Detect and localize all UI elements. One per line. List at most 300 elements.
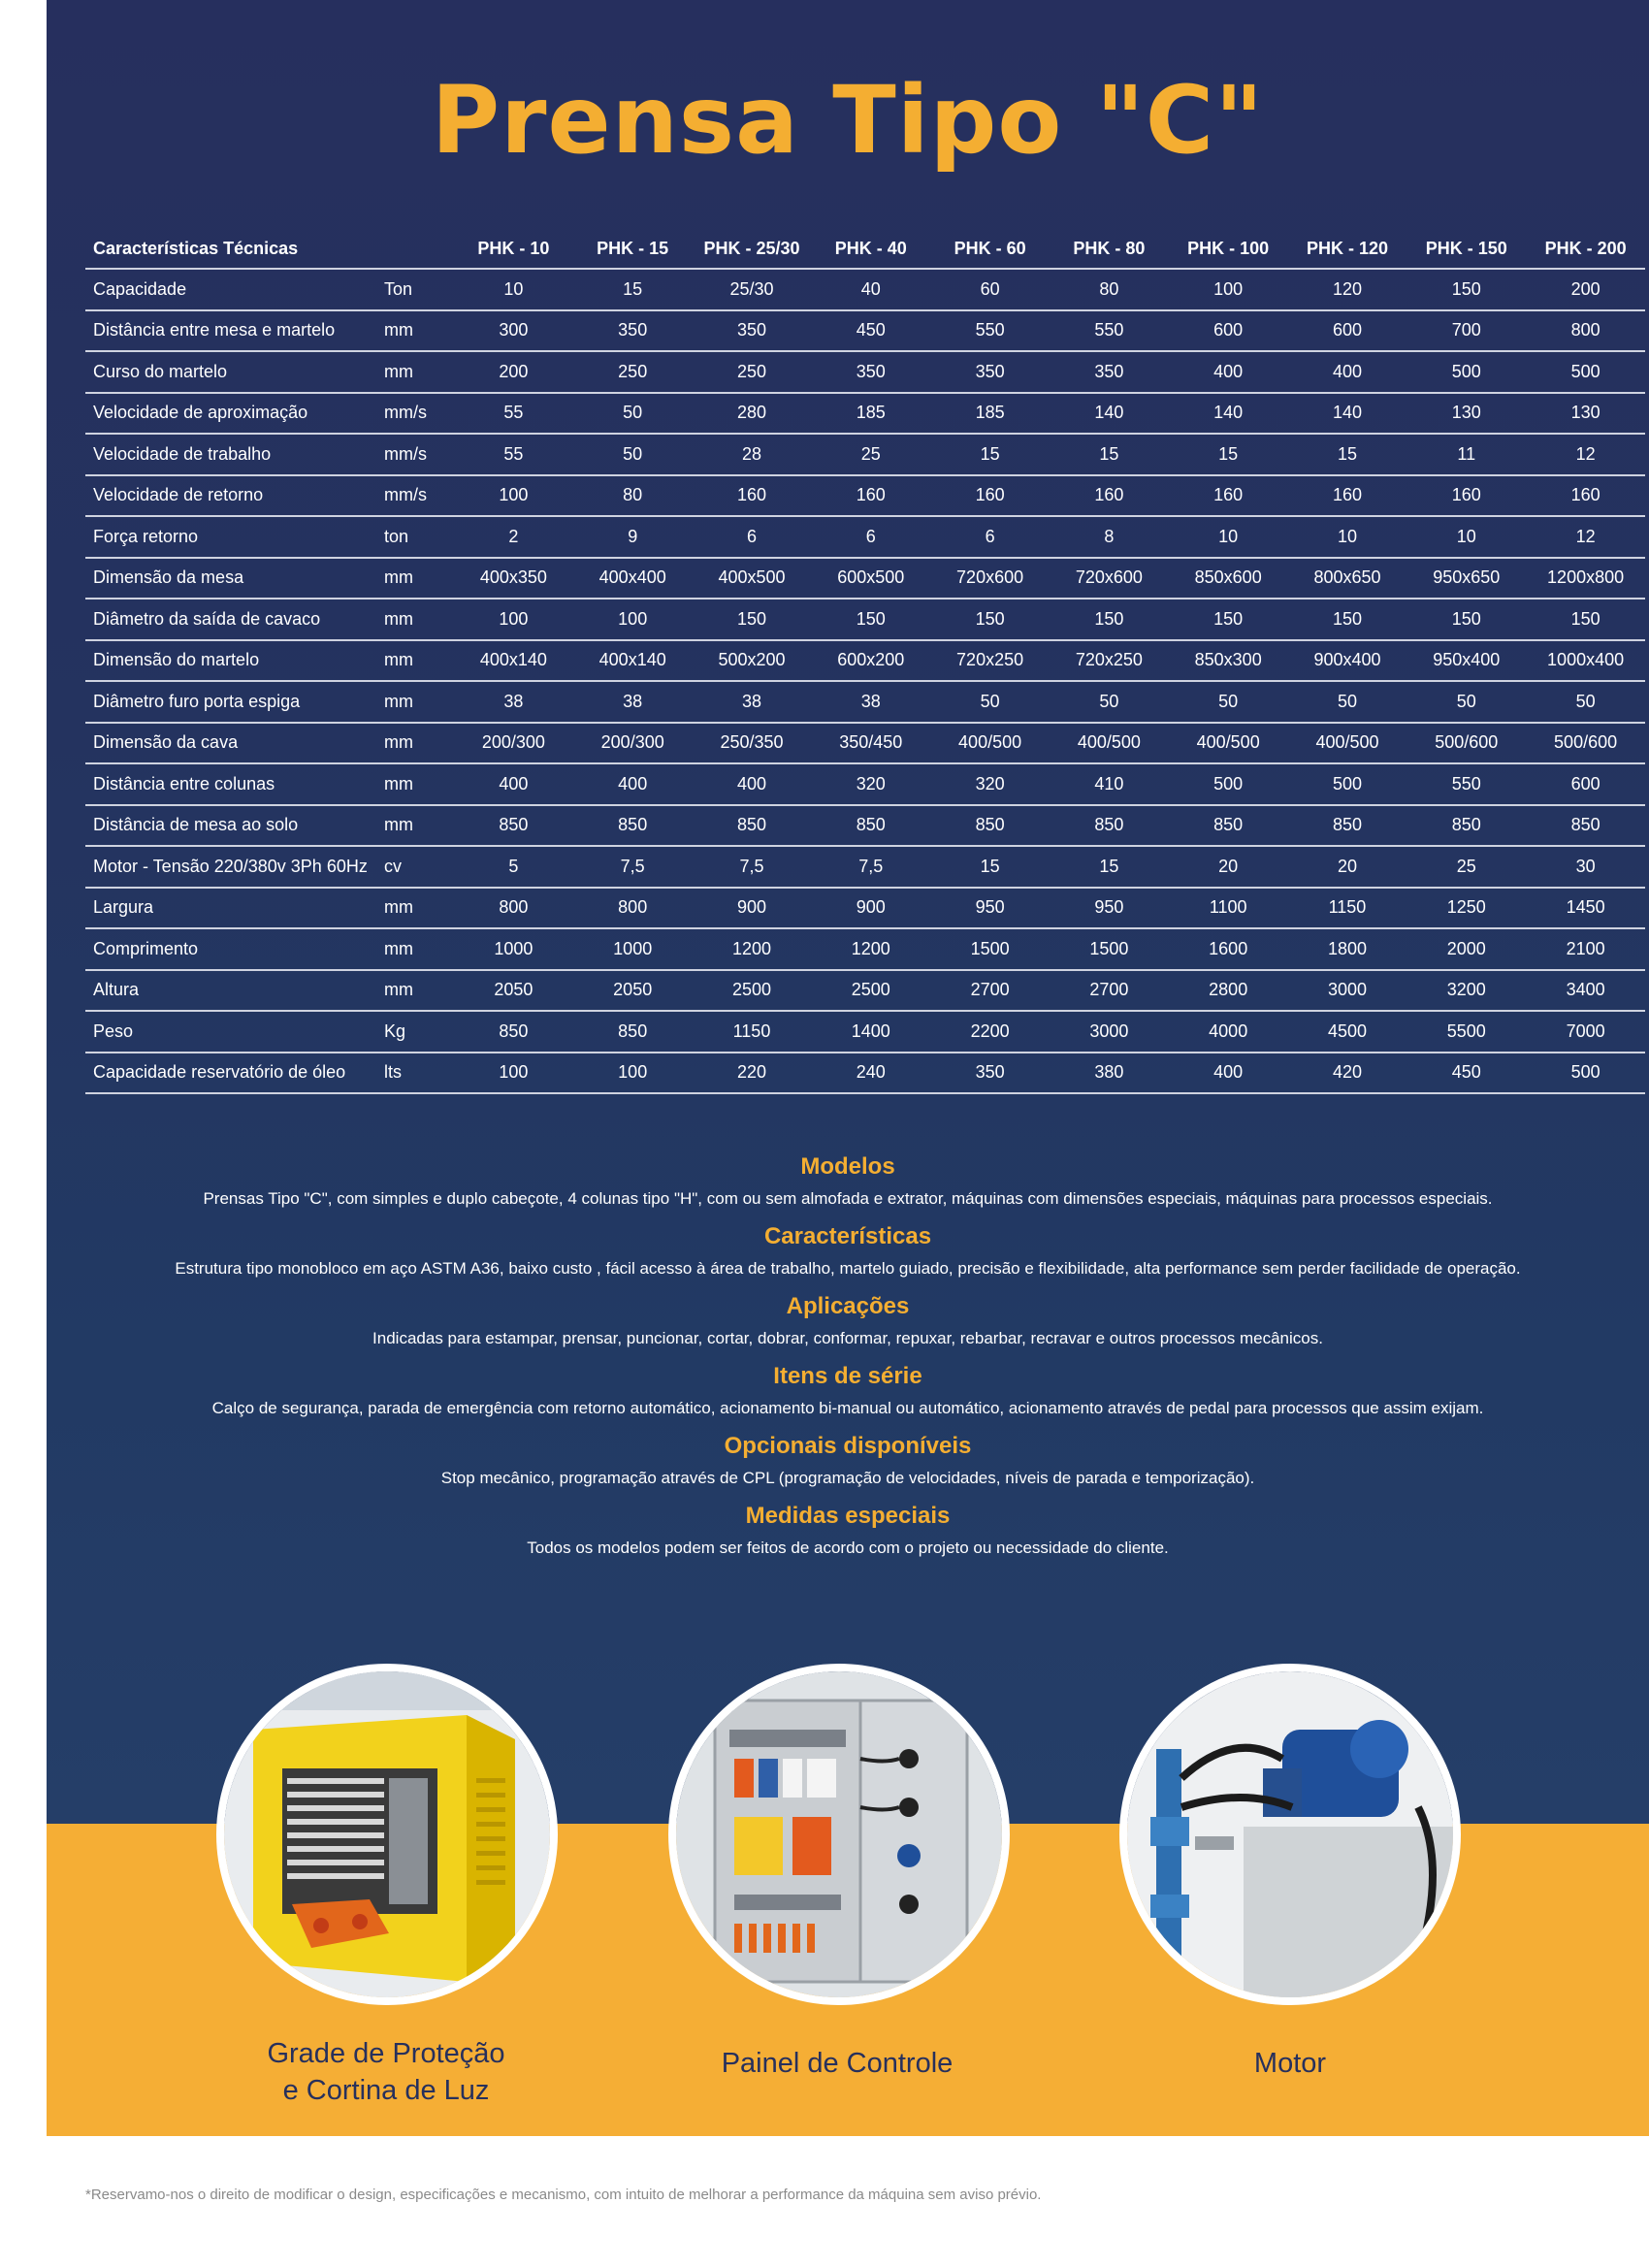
row-unit: mm — [378, 970, 454, 1012]
table-cell: 38 — [693, 681, 812, 723]
table-cell: 900 — [693, 888, 812, 929]
table-cell: 120 — [1288, 269, 1407, 310]
table-cell: 10 — [1169, 516, 1288, 558]
table-cell: 1800 — [1288, 928, 1407, 970]
table-row — [85, 1053, 1645, 1094]
table-cell: 1000 — [454, 928, 573, 970]
row-label: Distância entre colunas — [85, 763, 378, 805]
table-cell: 28 — [693, 434, 812, 475]
row-unit: mm — [378, 558, 454, 599]
table-cell: 450 — [1406, 1053, 1526, 1094]
table-cell: 550 — [1050, 310, 1169, 352]
table-cell: 100 — [573, 1053, 693, 1094]
model-header: PHK - 80 — [1050, 229, 1169, 269]
model-header: PHK - 25/30 — [693, 229, 812, 269]
section-text: Stop mecânico, programação através de CPL (programação de velocidades, níveis de parada e temporização). — [440, 1469, 1255, 1487]
table-cell: 150 — [1169, 599, 1288, 640]
table-cell: 850 — [573, 1011, 693, 1053]
table-row — [85, 558, 1645, 599]
row-label: Velocidade de aproximação — [85, 393, 378, 435]
table-cell: 185 — [930, 393, 1050, 435]
table-cell: 2500 — [693, 970, 812, 1012]
table-cell: 420 — [1288, 1053, 1407, 1094]
table-cell: 185 — [811, 393, 930, 435]
specs-header-label: Características Técnicas — [85, 229, 378, 269]
specs-header-row — [85, 229, 1645, 269]
table-cell: 280 — [693, 393, 812, 435]
footnote: *Reservamo-nos o direito de modificar o design, especificações e mecanismo, com intuito de melhorar a performance da máquina sem aviso prévio. — [85, 2187, 1042, 2203]
table-cell: 11 — [1406, 434, 1526, 475]
table-cell: 80 — [1050, 269, 1169, 310]
table-cell: 400/500 — [1050, 723, 1169, 764]
model-header: PHK - 15 — [573, 229, 693, 269]
table-cell: 2050 — [454, 970, 573, 1012]
photo-control-panel — [668, 1664, 1010, 2005]
table-cell: 850 — [454, 1011, 573, 1053]
row-unit: cv — [378, 846, 454, 888]
table-cell: 720x250 — [930, 640, 1050, 682]
table-cell: 160 — [1050, 475, 1169, 517]
table-cell: 160 — [1288, 475, 1407, 517]
table-cell: 25 — [811, 434, 930, 475]
table-cell: 160 — [1169, 475, 1288, 517]
table-cell: 15 — [1050, 846, 1169, 888]
table-cell: 850x600 — [1169, 558, 1288, 599]
table-cell: 450 — [811, 310, 930, 352]
table-cell: 20 — [1288, 846, 1407, 888]
table-cell: 7,5 — [693, 846, 812, 888]
row-label: Velocidade de trabalho — [85, 434, 378, 475]
table-cell: 140 — [1169, 393, 1288, 435]
table-row — [85, 970, 1645, 1012]
table-cell: 4000 — [1169, 1011, 1288, 1053]
row-unit: Kg — [378, 1011, 454, 1053]
table-cell: 2200 — [930, 1011, 1050, 1053]
table-cell: 3200 — [1406, 970, 1526, 1012]
table-row — [85, 434, 1645, 475]
table-cell: 600x500 — [811, 558, 930, 599]
motor-illustration — [1127, 1671, 1453, 1997]
caption-panel — [672, 2045, 1002, 2082]
table-cell: 150 — [930, 599, 1050, 640]
table-cell: 850 — [811, 805, 930, 847]
table-cell: 25 — [1406, 846, 1526, 888]
row-label: Diâmetro furo porta espiga — [85, 681, 378, 723]
table-cell: 150 — [693, 599, 812, 640]
table-cell: 50 — [1288, 681, 1407, 723]
table-cell: 1450 — [1526, 888, 1645, 929]
table-cell: 2000 — [1406, 928, 1526, 970]
section-heading: Opcionais disponíveis — [724, 1433, 972, 1459]
row-unit: mm — [378, 723, 454, 764]
control-panel-illustration — [676, 1671, 1002, 1997]
table-cell: 600x200 — [811, 640, 930, 682]
row-label: Motor - Tensão 220/380v 3Ph 60Hz — [85, 846, 378, 888]
caption-panel-line1: Painel de Controle — [721, 2048, 954, 2079]
table-cell: 850 — [573, 805, 693, 847]
row-unit: mm — [378, 640, 454, 682]
row-unit: mm — [378, 805, 454, 847]
table-cell: 800 — [573, 888, 693, 929]
table-cell: 30 — [1526, 846, 1645, 888]
table-cell: 400 — [1288, 351, 1407, 393]
table-cell: 350 — [693, 310, 812, 352]
table-cell: 350 — [1050, 351, 1169, 393]
table-cell: 2500 — [811, 970, 930, 1012]
table-cell: 1500 — [1050, 928, 1169, 970]
table-cell: 1150 — [1288, 888, 1407, 929]
table-cell: 720x600 — [930, 558, 1050, 599]
table-cell: 160 — [930, 475, 1050, 517]
table-row — [85, 681, 1645, 723]
table-cell: 1150 — [693, 1011, 812, 1053]
row-label: Dimensão da mesa — [85, 558, 378, 599]
table-cell: 150 — [1050, 599, 1169, 640]
table-cell: 15 — [930, 434, 1050, 475]
row-label: Força retorno — [85, 516, 378, 558]
table-cell: 140 — [1050, 393, 1169, 435]
table-cell: 800 — [454, 888, 573, 929]
row-label: Diâmetro da saída de cavaco — [85, 599, 378, 640]
section-text: Estrutura tipo monobloco em aço ASTM A36, baixo custo , fácil acesso à área de trabalho, martelo guiado, precisão e flexibilidade, alta performance sem perder facilidade de operação. — [175, 1259, 1521, 1278]
table-cell: 850 — [454, 805, 573, 847]
table-cell: 350 — [573, 310, 693, 352]
row-unit: mm — [378, 351, 454, 393]
table-cell: 950 — [1050, 888, 1169, 929]
table-cell: 350 — [930, 351, 1050, 393]
table-cell: 12 — [1526, 434, 1645, 475]
section-text: Prensas Tipo "C", com simples e duplo cabeçote, 4 colunas tipo "H", com ou sem almofada e extrator, máquinas com dimensões especiais, máquinas para processos especiais. — [203, 1189, 1493, 1208]
table-cell: 1600 — [1169, 928, 1288, 970]
table-cell: 38 — [811, 681, 930, 723]
table-cell: 55 — [454, 434, 573, 475]
table-cell: 200/300 — [454, 723, 573, 764]
table-cell: 720x600 — [1050, 558, 1169, 599]
table-cell: 20 — [1169, 846, 1288, 888]
model-header: PHK - 150 — [1406, 229, 1526, 269]
table-cell: 1000x400 — [1526, 640, 1645, 682]
table-cell: 320 — [930, 763, 1050, 805]
table-cell: 130 — [1526, 393, 1645, 435]
section-text: Todos os modelos podem ser feitos de acordo com o projeto ou necessidade do cliente. — [527, 1539, 1169, 1557]
table-cell: 1500 — [930, 928, 1050, 970]
table-cell: 150 — [1288, 599, 1407, 640]
table-cell: 410 — [1050, 763, 1169, 805]
table-cell: 50 — [1050, 681, 1169, 723]
table-cell: 200 — [1526, 269, 1645, 310]
row-label: Distância de mesa ao solo — [85, 805, 378, 847]
table-row — [85, 723, 1645, 764]
table-cell: 150 — [1406, 269, 1526, 310]
table-cell: 500/600 — [1526, 723, 1645, 764]
table-row — [85, 846, 1645, 888]
caption-guard-line2: e Cortina de Luz — [282, 2075, 490, 2106]
table-cell: 1400 — [811, 1011, 930, 1053]
table-cell: 100 — [573, 599, 693, 640]
table-cell: 850 — [1050, 805, 1169, 847]
row-label: Dimensão do martelo — [85, 640, 378, 682]
table-cell: 2100 — [1526, 928, 1645, 970]
table-cell: 3400 — [1526, 970, 1645, 1012]
section-heading: Aplicações — [786, 1293, 910, 1319]
row-unit: mm — [378, 599, 454, 640]
specs-body — [85, 269, 1645, 1093]
table-cell: 160 — [1406, 475, 1526, 517]
table-cell: 350 — [811, 351, 930, 393]
model-header: PHK - 200 — [1526, 229, 1645, 269]
row-unit: mm/s — [378, 475, 454, 517]
specs-header-unit — [378, 229, 454, 269]
table-cell: 150 — [1526, 599, 1645, 640]
table-cell: 50 — [573, 393, 693, 435]
table-cell: 850 — [1288, 805, 1407, 847]
table-cell: 900x400 — [1288, 640, 1407, 682]
table-cell: 1200x800 — [1526, 558, 1645, 599]
table-cell: 600 — [1526, 763, 1645, 805]
row-unit: mm/s — [378, 393, 454, 435]
table-cell: 550 — [930, 310, 1050, 352]
table-cell: 400 — [573, 763, 693, 805]
table-row — [85, 393, 1645, 435]
row-unit: mm — [378, 310, 454, 352]
row-label: Capacidade reservatório de óleo — [85, 1053, 378, 1094]
row-unit: mm/s — [378, 434, 454, 475]
photo-motor — [1119, 1664, 1461, 2005]
table-cell: 40 — [811, 269, 930, 310]
table-cell: 250/350 — [693, 723, 812, 764]
caption-guard-line1: Grade de Proteção — [267, 2038, 505, 2069]
table-cell: 150 — [811, 599, 930, 640]
caption-motor-line1: Motor — [1253, 2048, 1327, 2079]
table-cell: 2700 — [1050, 970, 1169, 1012]
table-cell: 500x200 — [693, 640, 812, 682]
section-heading: Modelos — [800, 1153, 895, 1180]
table-cell: 400x350 — [454, 558, 573, 599]
table-cell: 400 — [1169, 1053, 1288, 1094]
table-cell: 400 — [693, 763, 812, 805]
table-cell: 100 — [454, 1053, 573, 1094]
table-cell: 400/500 — [1169, 723, 1288, 764]
photo-guard-light-curtain — [216, 1664, 558, 2005]
table-cell: 6 — [930, 516, 1050, 558]
table-cell: 7,5 — [573, 846, 693, 888]
table-cell: 50 — [930, 681, 1050, 723]
table-cell: 500 — [1526, 351, 1645, 393]
table-cell: 50 — [1526, 681, 1645, 723]
table-cell: 850 — [930, 805, 1050, 847]
table-cell: 700 — [1406, 310, 1526, 352]
table-row — [85, 351, 1645, 393]
table-cell: 2 — [454, 516, 573, 558]
row-unit: mm — [378, 888, 454, 929]
table-row — [85, 269, 1645, 310]
specs-table — [85, 229, 1645, 1094]
table-row — [85, 1011, 1645, 1053]
table-cell: 400x400 — [573, 558, 693, 599]
table-cell: 500 — [1169, 763, 1288, 805]
table-cell: 600 — [1169, 310, 1288, 352]
table-cell: 900 — [811, 888, 930, 929]
table-cell: 850x300 — [1169, 640, 1288, 682]
table-cell: 5 — [454, 846, 573, 888]
brochure-page — [47, 0, 1649, 2268]
table-cell: 400x140 — [573, 640, 693, 682]
table-cell: 800 — [1526, 310, 1645, 352]
table-cell: 950x650 — [1406, 558, 1526, 599]
page-title: Prensa Tipo "C" — [431, 66, 1265, 175]
model-header: PHK - 40 — [811, 229, 930, 269]
model-header: PHK - 10 — [454, 229, 573, 269]
table-cell: 50 — [573, 434, 693, 475]
row-label: Largura — [85, 888, 378, 929]
table-cell: 400 — [454, 763, 573, 805]
table-cell: 8 — [1050, 516, 1169, 558]
table-cell: 15 — [573, 269, 693, 310]
table-row — [85, 888, 1645, 929]
section-text: Calço de segurança, parada de emergência com retorno automático, acionamento bi-manual ou automático, acionamento através de pedal para processos que assim exijam. — [211, 1399, 1484, 1417]
table-cell: 1000 — [573, 928, 693, 970]
table-cell: 2700 — [930, 970, 1050, 1012]
model-header: PHK - 100 — [1169, 229, 1288, 269]
table-cell: 10 — [1406, 516, 1526, 558]
table-row — [85, 599, 1645, 640]
table-cell: 10 — [1288, 516, 1407, 558]
table-cell: 4500 — [1288, 1011, 1407, 1053]
table-row — [85, 805, 1645, 847]
table-cell: 3000 — [1288, 970, 1407, 1012]
table-cell: 380 — [1050, 1053, 1169, 1094]
table-cell: 50 — [1169, 681, 1288, 723]
table-cell: 500 — [1288, 763, 1407, 805]
guard-illustration — [224, 1671, 550, 1997]
table-cell: 7,5 — [811, 846, 930, 888]
row-unit: mm — [378, 681, 454, 723]
table-cell: 850 — [1526, 805, 1645, 847]
table-cell: 100 — [454, 599, 573, 640]
table-cell: 850 — [1169, 805, 1288, 847]
table-cell: 50 — [1406, 681, 1526, 723]
section-text: Indicadas para estampar, prensar, puncionar, cortar, dobrar, conformar, repuxar, rebarbar, recravar e outros processos mecânicos. — [372, 1329, 1323, 1347]
table-cell: 9 — [573, 516, 693, 558]
table-cell: 350 — [930, 1053, 1050, 1094]
section-heading: Características — [763, 1223, 932, 1249]
table-cell: 400 — [1169, 351, 1288, 393]
row-unit: ton — [378, 516, 454, 558]
table-cell: 38 — [454, 681, 573, 723]
row-label: Curso do martelo — [85, 351, 378, 393]
info-sections — [47, 1150, 1649, 1570]
table-cell: 250 — [693, 351, 812, 393]
table-cell: 60 — [930, 269, 1050, 310]
row-label: Comprimento — [85, 928, 378, 970]
table-cell: 1250 — [1406, 888, 1526, 929]
section-heading: Medidas especiais — [745, 1503, 951, 1529]
table-row — [85, 928, 1645, 970]
table-row — [85, 763, 1645, 805]
table-cell: 950x400 — [1406, 640, 1526, 682]
table-cell: 7000 — [1526, 1011, 1645, 1053]
row-unit: mm — [378, 928, 454, 970]
table-cell: 500 — [1406, 351, 1526, 393]
table-cell: 130 — [1406, 393, 1526, 435]
row-unit: Ton — [378, 269, 454, 310]
table-cell: 250 — [573, 351, 693, 393]
table-cell: 850 — [1406, 805, 1526, 847]
table-cell: 1200 — [693, 928, 812, 970]
table-cell: 15 — [1050, 434, 1169, 475]
table-cell: 6 — [811, 516, 930, 558]
table-cell: 240 — [811, 1053, 930, 1094]
model-header: PHK - 60 — [930, 229, 1050, 269]
table-cell: 500/600 — [1406, 723, 1526, 764]
row-label: Distância entre mesa e martelo — [85, 310, 378, 352]
row-label: Peso — [85, 1011, 378, 1053]
table-cell: 350/450 — [811, 723, 930, 764]
table-cell: 160 — [1526, 475, 1645, 517]
table-cell: 1200 — [811, 928, 930, 970]
table-cell: 300 — [454, 310, 573, 352]
table-cell: 15 — [1169, 434, 1288, 475]
row-unit: mm — [378, 763, 454, 805]
table-row — [85, 516, 1645, 558]
table-cell: 38 — [573, 681, 693, 723]
table-cell: 200 — [454, 351, 573, 393]
table-cell: 15 — [1288, 434, 1407, 475]
table-cell: 3000 — [1050, 1011, 1169, 1053]
row-label: Altura — [85, 970, 378, 1012]
row-label: Dimensão da cava — [85, 723, 378, 764]
table-cell: 220 — [693, 1053, 812, 1094]
table-cell: 5500 — [1406, 1011, 1526, 1053]
table-cell: 140 — [1288, 393, 1407, 435]
table-cell: 720x250 — [1050, 640, 1169, 682]
model-header: PHK - 120 — [1288, 229, 1407, 269]
table-cell: 12 — [1526, 516, 1645, 558]
row-label: Capacidade — [85, 269, 378, 310]
table-cell: 100 — [454, 475, 573, 517]
table-cell: 320 — [811, 763, 930, 805]
table-cell: 400x500 — [693, 558, 812, 599]
table-cell: 400/500 — [930, 723, 1050, 764]
caption-motor — [1125, 2045, 1455, 2082]
table-cell: 600 — [1288, 310, 1407, 352]
table-cell: 160 — [811, 475, 930, 517]
table-cell: 80 — [573, 475, 693, 517]
table-row — [85, 475, 1645, 517]
table-cell: 25/30 — [693, 269, 812, 310]
table-cell: 500 — [1526, 1053, 1645, 1094]
table-cell: 800x650 — [1288, 558, 1407, 599]
table-cell: 400/500 — [1288, 723, 1407, 764]
table-cell: 15 — [930, 846, 1050, 888]
section-heading: Itens de série — [773, 1363, 922, 1389]
table-cell: 6 — [693, 516, 812, 558]
table-cell: 55 — [454, 393, 573, 435]
table-cell: 400x140 — [454, 640, 573, 682]
row-unit: lts — [378, 1053, 454, 1094]
table-cell: 100 — [1169, 269, 1288, 310]
table-cell: 200/300 — [573, 723, 693, 764]
table-cell: 2050 — [573, 970, 693, 1012]
row-label: Velocidade de retorno — [85, 475, 378, 517]
table-row — [85, 310, 1645, 352]
caption-guard — [221, 2035, 551, 2109]
table-cell: 160 — [693, 475, 812, 517]
table-cell: 150 — [1406, 599, 1526, 640]
table-cell: 850 — [693, 805, 812, 847]
table-cell: 1100 — [1169, 888, 1288, 929]
table-cell: 10 — [454, 269, 573, 310]
